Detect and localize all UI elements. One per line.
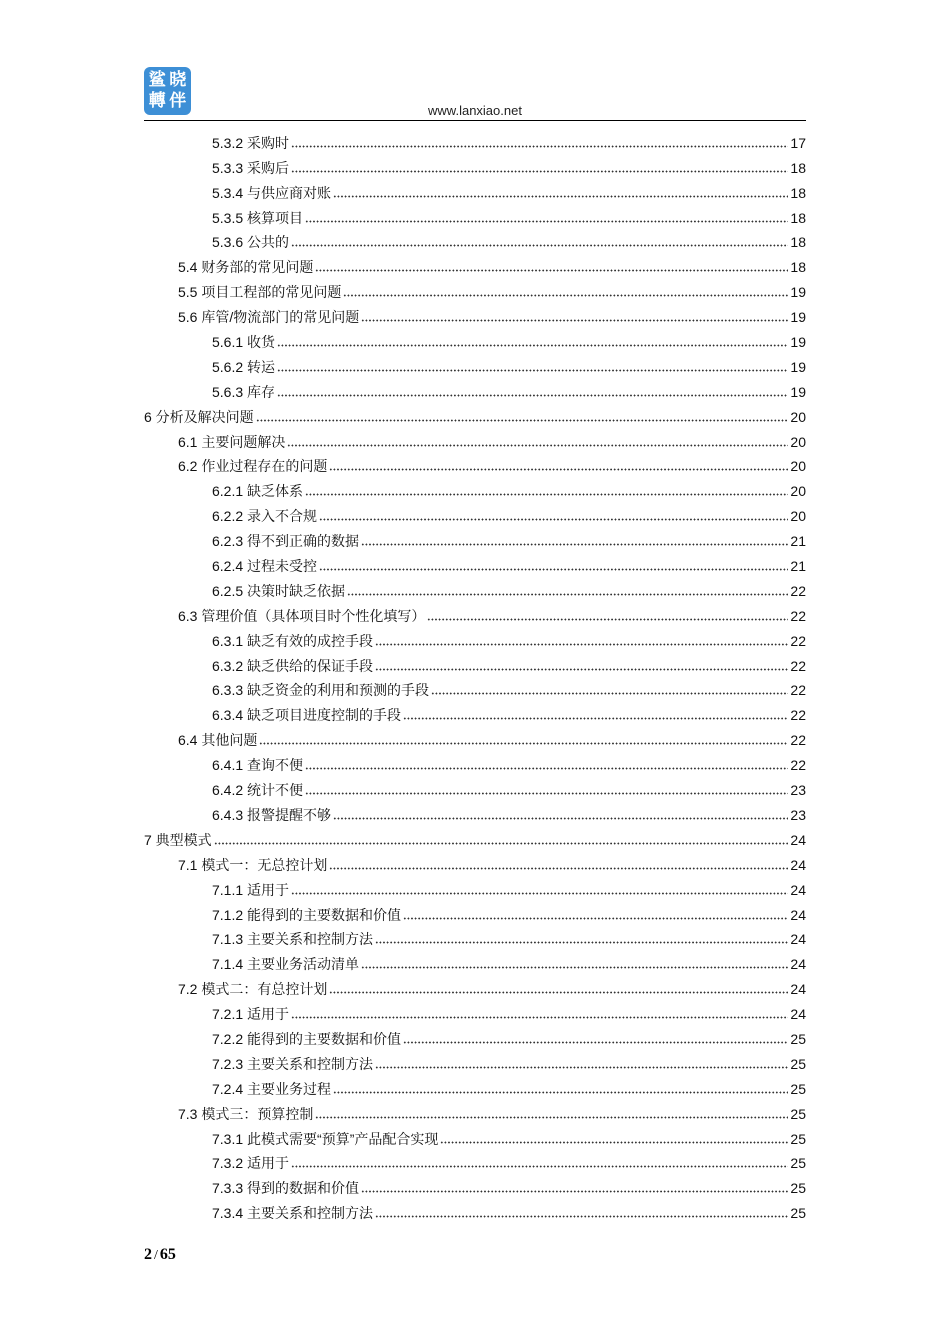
toc-entry-title: 7.1 模式一：无总控计划 — [178, 856, 328, 873]
toc-entry-title: 7.1.2 能得到的主要数据和价值 — [212, 906, 402, 923]
toc-dot-leader — [329, 468, 788, 471]
toc-entry[interactable] — [144, 301, 806, 326]
toc-entry-page: 21 — [790, 533, 806, 550]
toc-dot-leader — [291, 1165, 788, 1168]
toc-dot-leader — [291, 892, 788, 895]
toc-entry-page: 20 — [790, 483, 806, 500]
toc-entry-page: 22 — [790, 632, 806, 649]
toc-entry-page: 24 — [790, 831, 806, 848]
table-of-contents — [144, 127, 806, 1222]
toc-entry-page: 23 — [790, 782, 806, 799]
toc-entry[interactable] — [144, 475, 806, 500]
toc-entry[interactable] — [144, 276, 806, 301]
toc-entry-title: 6.2.1 缺乏体系 — [212, 483, 304, 500]
toc-entry-title: 7.2.4 主要业务过程 — [212, 1080, 332, 1097]
toc-entry[interactable] — [144, 426, 806, 451]
toc-entry-page: 18 — [790, 159, 806, 176]
toc-dot-leader — [305, 220, 788, 223]
toc-entry-title: 7.1.1 适用于 — [212, 881, 290, 898]
toc-dot-leader — [333, 817, 788, 820]
toc-entry[interactable] — [144, 1023, 806, 1048]
toc-entry-page: 24 — [790, 981, 806, 998]
toc-entry-title: 6.4 其他问题 — [178, 732, 258, 749]
toc-entry[interactable] — [144, 1197, 806, 1222]
toc-entry[interactable] — [144, 152, 806, 177]
toc-entry-title: 6.3.1 缺乏有效的成控手段 — [212, 632, 374, 649]
toc-entry[interactable] — [144, 799, 806, 824]
toc-entry[interactable] — [144, 924, 806, 949]
toc-entry[interactable] — [144, 575, 806, 600]
toc-entry[interactable] — [144, 973, 806, 998]
toc-entry-title: 6.2.5 决策时缺乏依据 — [212, 582, 346, 599]
toc-dot-leader — [375, 941, 788, 944]
toc-entry-page: 22 — [790, 757, 806, 774]
toc-entry-title: 5.3.3 采购后 — [212, 159, 290, 176]
toc-entry[interactable] — [144, 227, 806, 252]
toc-entry[interactable] — [144, 1073, 806, 1098]
toc-entry-title: 6.3.3 缺乏资金的利用和预测的手段 — [212, 682, 430, 699]
logo-char: 鲨 — [148, 70, 166, 90]
header-divider — [144, 120, 806, 121]
toc-dot-leader — [305, 493, 788, 496]
toc-entry-page: 18 — [790, 259, 806, 276]
toc-entry[interactable] — [144, 177, 806, 202]
toc-entry[interactable] — [144, 675, 806, 700]
toc-entry-page: 20 — [790, 508, 806, 525]
toc-entry-page: 25 — [790, 1030, 806, 1047]
toc-entry-page: 19 — [790, 383, 806, 400]
toc-dot-leader — [403, 917, 788, 920]
toc-dot-leader — [291, 1016, 788, 1019]
total-pages: 65 — [159, 1246, 176, 1263]
toc-entry-title: 7.2.1 适用于 — [212, 1006, 290, 1023]
toc-entry-page: 22 — [790, 682, 806, 699]
toc-entry-title: 7.3.3 得到的数据和价值 — [212, 1180, 360, 1197]
toc-entry-title: 7.2.2 能得到的主要数据和价值 — [212, 1030, 402, 1047]
toc-entry[interactable] — [144, 525, 806, 550]
toc-entry-page: 22 — [790, 657, 806, 674]
toc-dot-leader — [259, 742, 788, 745]
site-url[interactable]: www.lanxiao.net — [428, 103, 522, 118]
toc-entry-page: 25 — [790, 1105, 806, 1122]
toc-entry-page: 23 — [790, 806, 806, 823]
toc-entry-title: 7.3.4 主要关系和控制方法 — [212, 1205, 374, 1222]
toc-entry-page: 24 — [790, 881, 806, 898]
toc-dot-leader — [375, 668, 788, 671]
toc-entry-title: 6.2.2 录入不合规 — [212, 508, 318, 525]
toc-dot-leader — [305, 767, 788, 770]
toc-entry[interactable] — [144, 849, 806, 874]
toc-entry-title: 5.6.1 收货 — [212, 334, 276, 351]
toc-entry-page: 20 — [790, 458, 806, 475]
toc-entry-title: 5.3.2 采购时 — [212, 134, 290, 151]
toc-entry-title: 6.3.4 缺乏项目进度控制的手段 — [212, 707, 402, 724]
toc-entry-title: 6.1 主要问题解决 — [178, 433, 286, 450]
toc-entry-page: 22 — [790, 582, 806, 599]
toc-entry[interactable] — [144, 998, 806, 1023]
toc-dot-leader — [347, 593, 788, 596]
toc-entry-title: 6.2 作业过程存在的问题 — [178, 458, 328, 475]
toc-dot-leader — [291, 170, 788, 173]
toc-dot-leader — [431, 692, 788, 695]
toc-entry[interactable] — [144, 899, 806, 924]
toc-entry-page: 24 — [790, 956, 806, 973]
toc-entry[interactable] — [144, 1123, 806, 1148]
toc-dot-leader — [319, 518, 788, 521]
current-page: 2 — [144, 1246, 152, 1263]
toc-entry-page: 24 — [790, 906, 806, 923]
toc-dot-leader — [440, 1141, 788, 1144]
toc-entry[interactable] — [144, 251, 806, 276]
toc-entry[interactable] — [144, 749, 806, 774]
toc-dot-leader — [256, 419, 789, 422]
toc-dot-leader — [361, 966, 788, 969]
toc-entry[interactable] — [144, 1148, 806, 1173]
toc-entry-title: 6.2.3 得不到正确的数据 — [212, 533, 360, 550]
logo-char: 轉 — [148, 91, 166, 111]
toc-dot-leader — [291, 244, 788, 247]
toc-dot-leader — [277, 394, 788, 397]
toc-entry-page: 25 — [790, 1130, 806, 1147]
toc-entry[interactable] — [144, 774, 806, 799]
toc-entry[interactable] — [144, 202, 806, 227]
toc-entry-title: 7 典型模式 — [144, 831, 212, 848]
toc-entry-page: 25 — [790, 1180, 806, 1197]
toc-dot-leader — [375, 1215, 788, 1218]
toc-dot-leader — [291, 145, 788, 148]
toc-entry-page: 17 — [790, 134, 806, 151]
toc-dot-leader — [287, 444, 788, 447]
toc-dot-leader — [315, 1116, 788, 1119]
toc-entry[interactable] — [144, 699, 806, 724]
toc-entry-title: 5.4 财务部的常见问题 — [178, 259, 314, 276]
toc-entry-page: 19 — [790, 309, 806, 326]
logo-char: 伴 — [169, 91, 187, 111]
toc-entry-page: 21 — [790, 558, 806, 575]
toc-entry-title: 6.4.2 统计不便 — [212, 782, 304, 799]
toc-entry-page: 24 — [790, 856, 806, 873]
toc-entry[interactable] — [144, 874, 806, 899]
toc-entry-page: 25 — [790, 1205, 806, 1222]
toc-entry-page: 19 — [790, 284, 806, 301]
toc-entry-page: 24 — [790, 931, 806, 948]
toc-entry-page: 18 — [790, 184, 806, 201]
toc-dot-leader — [277, 344, 788, 347]
toc-entry-page: 22 — [790, 732, 806, 749]
toc-entry-title: 7.3.2 适用于 — [212, 1155, 290, 1172]
logo-char: 晓 — [169, 70, 187, 90]
toc-dot-leader — [329, 991, 788, 994]
toc-entry-page: 25 — [790, 1080, 806, 1097]
toc-entry[interactable] — [144, 948, 806, 973]
toc-entry[interactable] — [144, 500, 806, 525]
toc-dot-leader — [343, 294, 788, 297]
toc-entry-title: 7.1.4 主要业务活动清单 — [212, 956, 360, 973]
toc-dot-leader — [361, 1190, 788, 1193]
toc-entry-title: 6 分析及解决问题 — [144, 408, 254, 425]
toc-entry-page: 20 — [790, 408, 806, 425]
toc-dot-leader — [375, 1066, 788, 1069]
toc-entry-title: 6.4.1 查询不便 — [212, 757, 304, 774]
toc-entry-page: 20 — [790, 433, 806, 450]
toc-entry[interactable] — [144, 451, 806, 476]
toc-entry-page: 22 — [790, 707, 806, 724]
toc-dot-leader — [403, 1041, 788, 1044]
toc-entry-title: 7.1.3 主要关系和控制方法 — [212, 931, 374, 948]
toc-entry-title: 6.2.4 过程未受控 — [212, 558, 318, 575]
toc-entry[interactable] — [144, 326, 806, 351]
page-number — [144, 1246, 176, 1264]
toc-entry-page: 19 — [790, 358, 806, 375]
page-separator: / — [154, 1248, 158, 1263]
toc-entry-title: 5.6.3 库存 — [212, 383, 276, 400]
toc-entry-title: 5.5 项目工程部的常见问题 — [178, 284, 342, 301]
toc-entry[interactable] — [144, 376, 806, 401]
toc-entry-title: 7.3.1 此模式需要“预算”产品配合实现 — [212, 1130, 439, 1147]
toc-entry[interactable] — [144, 600, 806, 625]
toc-entry-title: 7.2.3 主要关系和控制方法 — [212, 1055, 374, 1072]
toc-entry-title: 7.3 模式三：预算控制 — [178, 1105, 314, 1122]
toc-entry-title: 5.3.4 与供应商对账 — [212, 184, 332, 201]
toc-entry-title: 5.6.2 转运 — [212, 358, 276, 375]
toc-entry-page: 24 — [790, 1006, 806, 1023]
toc-dot-leader — [361, 543, 788, 546]
toc-entry[interactable] — [144, 650, 806, 675]
toc-entry-page: 22 — [790, 607, 806, 624]
toc-dot-leader — [277, 369, 788, 372]
toc-dot-leader — [375, 643, 788, 646]
toc-entry-title: 6.4.3 报警提醒不够 — [212, 806, 332, 823]
toc-dot-leader — [319, 568, 788, 571]
toc-entry-page: 25 — [790, 1055, 806, 1072]
toc-entry[interactable] — [144, 127, 806, 152]
toc-entry[interactable] — [144, 1048, 806, 1073]
toc-entry-page: 19 — [790, 334, 806, 351]
toc-entry[interactable] — [144, 1098, 806, 1123]
toc-entry-title: 5.6 库管/物流部门的常见问题 — [178, 309, 360, 326]
toc-dot-leader — [315, 269, 788, 272]
toc-dot-leader — [361, 319, 788, 322]
toc-entry-title: 6.3 管理价值（具体项目时个性化填写） — [178, 607, 426, 624]
toc-dot-leader — [214, 842, 789, 845]
toc-dot-leader — [305, 792, 788, 795]
toc-entry[interactable] — [144, 1172, 806, 1197]
toc-entry[interactable] — [144, 824, 806, 849]
toc-entry[interactable] — [144, 351, 806, 376]
toc-entry-page: 25 — [790, 1155, 806, 1172]
toc-entry[interactable] — [144, 401, 806, 426]
toc-entry-title: 6.3.2 缺乏供给的保证手段 — [212, 657, 374, 674]
toc-entry[interactable] — [144, 724, 806, 749]
toc-entry[interactable] — [144, 550, 806, 575]
toc-entry-page: 18 — [790, 209, 806, 226]
toc-entry-page: 18 — [790, 234, 806, 251]
toc-entry[interactable] — [144, 625, 806, 650]
toc-dot-leader — [403, 717, 788, 720]
toc-entry-title: 7.2 模式二：有总控计划 — [178, 981, 328, 998]
toc-dot-leader — [329, 867, 788, 870]
toc-dot-leader — [427, 618, 788, 621]
toc-entry-title: 5.3.5 核算项目 — [212, 209, 304, 226]
toc-dot-leader — [333, 1091, 788, 1094]
toc-entry-title: 5.3.6 公共的 — [212, 234, 290, 251]
toc-dot-leader — [333, 195, 788, 198]
